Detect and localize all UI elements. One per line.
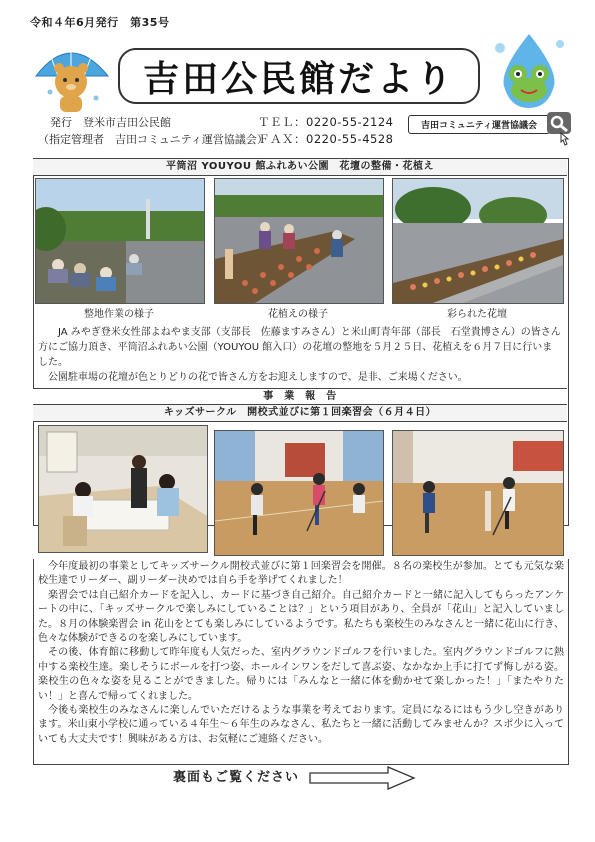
- see-back-label: 裏面もご覧ください: [173, 770, 300, 785]
- frog-illustration: [488, 30, 570, 112]
- arrow-right-icon: [308, 766, 418, 790]
- body-paragraph-3: その後、体育館に移動して昨年度も人気だった、室内グラウンドゴルフを行いました。室内グラウンドゴルフに熱中する楽校生達。楽しそうにボールを打つ姿、ホールインワンをだして喜ぶ姿、なかなか上手に打てず悔しがる姿。楽校生の色々な姿を見ることができました。帰りには「みんなと一緒に体を動かせて楽しかった！」「またやりたい！」と喜んで帰ってくれました。: [38, 647, 564, 702]
- report-header: 事 業 報 告: [33, 388, 567, 406]
- section1-title: 平筒沼 YOUYOU 館ふれあい公園 花壇の整備・花植え: [33, 158, 567, 176]
- photo-land-leveling: [35, 178, 205, 304]
- issue-info: 令和４年6月発行 第35号: [30, 16, 170, 29]
- org-search-box[interactable]: 吉田コミュニティ運営協議会: [408, 115, 550, 134]
- body-paragraph-1: 今年度最初の事業としてキッズサークル開校式並びに第１回楽習会を開催。８名の楽校生が参加。とても元気な楽校生達でリーダー、副リーダー決めでは自ら手を挙げてくれました！: [38, 561, 564, 587]
- contact-info: [258, 114, 393, 148]
- body-paragraph-4: 今後も楽校生のみなさんに楽しんでいただけるような事業を考えております。定員になるにはもう少し空きがあります。米山東小学校に通っている４年生～６年生のみなさん、私たちと一緒に活動してみませんか？スポ少に入っていても大丈夫です！興味がある方は、お気軽にご連絡ください。: [38, 705, 564, 745]
- publisher-line1: 発行 登米市吉田公民館: [50, 116, 171, 129]
- photo-self-introduction: [38, 425, 208, 553]
- section2-body: [38, 560, 564, 747]
- photo-flower-planting: [214, 178, 384, 304]
- bear-umbrella-illustration: [30, 36, 112, 114]
- photo-flower-bed: [392, 178, 564, 304]
- section1-paragraph2: 公園駐車場の花壇が色とりどりの花で皆さん方をお迎えしますので、是非、ご来場ください。: [48, 372, 468, 383]
- search-icon[interactable]: [547, 112, 571, 134]
- caption-land-leveling: 整地作業の様子: [84, 309, 154, 320]
- section2-title: キッズサークル 開校式並びに第１回楽習会（６月４日）: [33, 404, 567, 422]
- photo-indoor-golf-1: [214, 430, 384, 556]
- body-paragraph-2: 楽習会では自己紹介カードを記入し、カードに基づき自己紹介。自己紹介カードと一緒に記入してもらったアンケートの中に、「キッズサークルで楽しみにしていることは？」という項目があり、全員が「花山」と記入していました。８月の体験楽習会 in 花山をとても楽しみにしているようです。私たちも楽校生のみなさんと一緒に花山に行き、色々な体験ができるのを楽しみにしています。: [38, 589, 564, 645]
- caption-flower-bed: 彩られた花壇: [447, 309, 507, 320]
- cursor-icon: [557, 132, 571, 146]
- newsletter-title: 吉田公民館だより: [142, 58, 455, 100]
- newsletter-title-box: [118, 48, 480, 104]
- photo-indoor-golf-2: [392, 430, 564, 556]
- publisher-line2: （指定管理者 吉田コミュニティ運営協議会）: [38, 133, 268, 146]
- section1-paragraph1: JA みやぎ登米女性部よねやま支部（支部長 佐藤ますみさん）と米山町青年部（部長 石堂貴博さん）の皆さん方にご協力頂き、平筒沼ふれあい公園（YOUYOU 館入口）の花壇の整地を５月２５日、花植えを６月７日に行いました。: [38, 327, 561, 368]
- fax: ＦＡＸ：0220-55-4528: [258, 132, 394, 146]
- tel: ＴＥＬ：0220-55-2124: [258, 115, 394, 129]
- caption-flower-planting: 花植えの様子: [268, 309, 328, 320]
- publisher-info: [38, 114, 268, 148]
